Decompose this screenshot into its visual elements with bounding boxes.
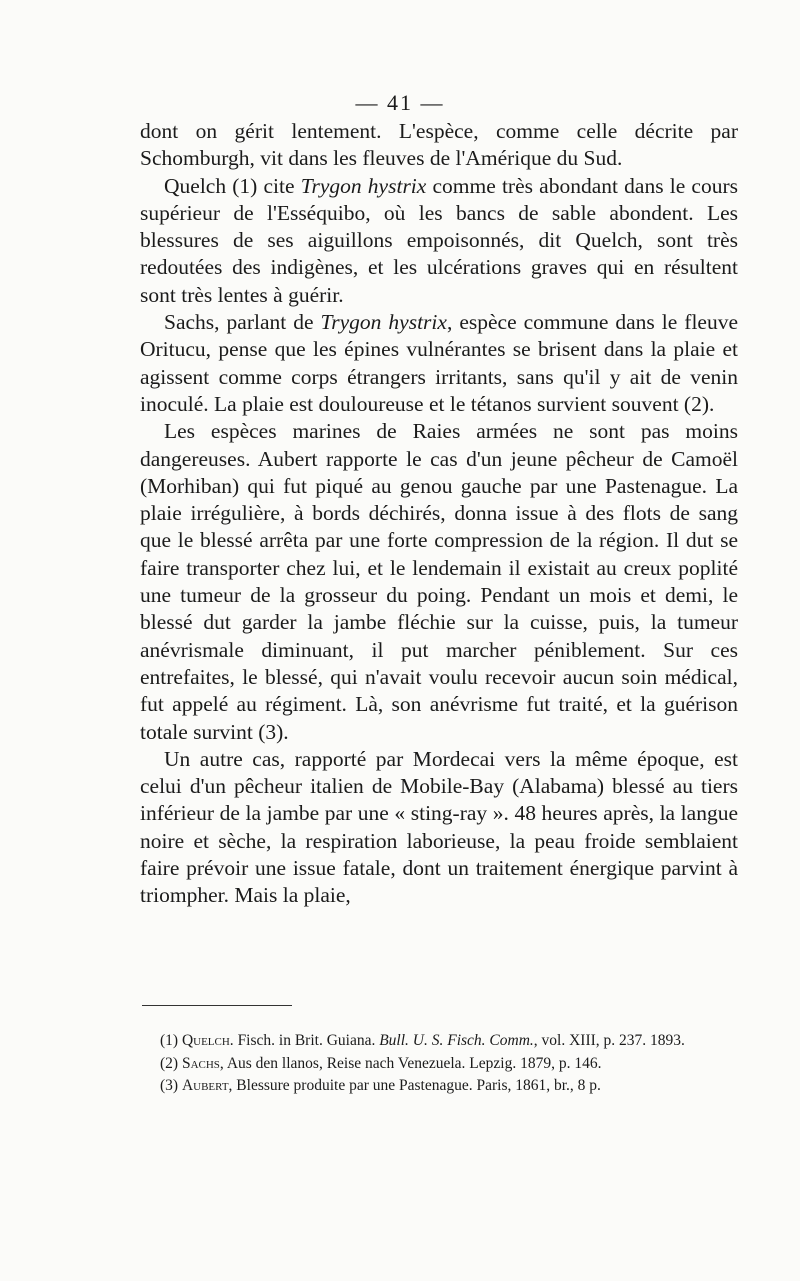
- footnote-2: [140, 1053, 738, 1076]
- footnote-number: (3): [160, 1077, 179, 1094]
- footnotes: [140, 1030, 738, 1098]
- page-number: — 41 —: [355, 90, 445, 115]
- paragraph-2: [140, 173, 738, 309]
- paragraph-4: Les espèces marines de Raies armées ne sont pas moins dangereuses. Aubert rapporte le cas d'un jeune pêcheur de Camoël (Morhiban) qui fut piqué au genou gauche par une Pastenague. La plaie irrégulière, à bords déchirés, donna issue à des flots de sang que le blessé arrêta par une forte compression de la région. Il dut se faire transporter chez lui, et le lendemain il existait au creux poplité une tumeur de la grosseur du poing. Pendant un mois et demi, le blessé dut garder la jambe fléchie sur la cuisse, puis, la tumeur anévrismale diminuant, il put marcher péniblement. Sur ces entrefaites, le blessé, qui n'avait voulu recevoir aucun soin médical, fut appelé au régiment. Là, son anévrisme fut traité, et la guérison totale survint (3).: [140, 419, 738, 744]
- paragraph-3: [140, 309, 738, 418]
- footnote-text-a: Aus den llanos, Reise nach Venezuela. Lepzig. 1879, p. 146.: [223, 1054, 602, 1072]
- paragraph-1: dont on gérit lentement. L'espèce, comme celle décrite par Schomburgh, vit dans les fleuves de l'Amérique du Sud.: [140, 119, 738, 171]
- footnote-rule: [142, 1005, 292, 1006]
- footnote-3: [140, 1075, 738, 1098]
- footnote-author: Sachs,: [181, 1054, 224, 1072]
- footnote-1: [140, 1030, 738, 1053]
- paragraph-2-text-b: comme très abondant dans le cours supérieur de l'Esséquibo, où les bancs de sable abondent. Les blessures de ses aiguillons empoisonnés, dit Quelch, sont très redoutées des indigènes, et les ulcérations graves qui en résultent sont très lentes à guérir.: [140, 173, 738, 307]
- species-name: Trygon hystrix: [300, 173, 427, 198]
- footnote-number: (1): [160, 1032, 179, 1049]
- footnote-text-a: Fisch. in Brit. Guiana.: [233, 1032, 380, 1049]
- footnote-author: Quelch.: [181, 1032, 234, 1049]
- paragraph-5: Un autre cas, rapporté par Mordecai vers la même époque, est celui d'un pêcheur italien de Mobile-Bay (Alabama) blessé au tiers inférieur de la jambe par une « sting-ray ». 48 heures après, la langue noire et sèche, la respiration laborieuse, la peau froide semblaient faire prévoir une issue fatale, dont un traitement énergique parvint à triompher. Mais la plaie,: [140, 746, 738, 908]
- paragraph-3-text-a: Sachs, parlant de: [164, 310, 321, 335]
- footnote-text-a: Blessure produite par une Pastenague. Paris, 1861, br., 8 p.: [232, 1077, 601, 1094]
- footnote-author: Aubert,: [181, 1077, 233, 1094]
- paragraph-2-text-a: Quelch (1) cite: [164, 173, 301, 198]
- paragraph-3-text-b: , espèce commune dans le fleuve Oritucu, pense que les épines vulnérantes se brisent dans la plaie et agissent comme corps étrangers irritants, sans qu'il y ait de venin inoculé. La plaie est douloureuse et le tétanos survient souvent (2).: [140, 310, 738, 416]
- species-name: Trygon hystrix: [320, 310, 447, 335]
- footnote-journal: Bull. U. S. Fisch. Comm.: [379, 1032, 534, 1049]
- body-text: [140, 118, 738, 910]
- footnote-text-b: , vol. XIII, p. 237. 1893.: [533, 1032, 685, 1049]
- footnote-number: (2): [160, 1054, 179, 1072]
